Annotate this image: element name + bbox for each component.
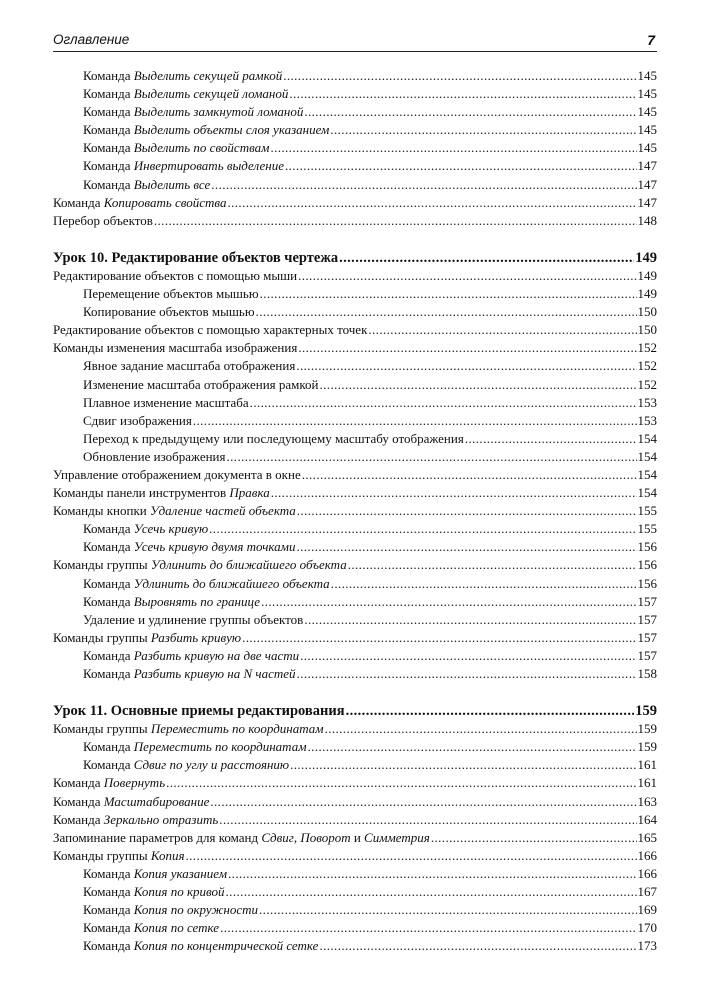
toc-entry[interactable]	[53, 285, 657, 303]
toc-entry-title: Команда Копия по окружности	[83, 902, 259, 918]
toc-entry-page: 157	[637, 647, 657, 663]
toc-entry[interactable]	[53, 394, 657, 412]
toc-entry-title: Команда Выделить объекты слоя указанием	[83, 122, 330, 138]
toc-entry[interactable]	[53, 67, 657, 85]
dot-leader	[289, 85, 636, 103]
toc-entry-title: Команда Выделить все	[83, 176, 211, 192]
toc-entry-page: 161	[637, 757, 657, 773]
dot-leader	[283, 67, 636, 85]
dot-leader	[298, 267, 636, 285]
toc-entry-page: 159	[637, 739, 657, 755]
toc-entry-title: Удаление и удлинение группы объектов	[83, 611, 304, 627]
toc-entry-title: Команды группы Разбить кривую	[53, 629, 242, 645]
dot-leader	[320, 376, 637, 394]
table-of-contents	[53, 67, 657, 955]
toc-entry-title: Команда Удлинить до ближайшего объекта	[83, 575, 330, 591]
toc-entry-page: 164	[637, 811, 657, 827]
toc-entry-page: 149	[637, 267, 657, 283]
toc-entry[interactable]	[53, 121, 657, 139]
toc-entry-title: Команда Выделить секущей рамкой	[83, 68, 283, 83]
dot-leader	[250, 394, 637, 412]
dot-leader	[331, 575, 637, 593]
dot-leader	[166, 774, 636, 792]
toc-entry[interactable]	[53, 376, 657, 394]
dot-leader	[465, 430, 637, 448]
toc-entry-page: 152	[637, 376, 657, 392]
header-page-number: 7	[647, 32, 655, 48]
toc-entry[interactable]	[53, 176, 657, 194]
toc-entry-title: Запоминание параметров для команд Сдвиг, Поворот и Симметрия	[53, 829, 430, 845]
toc-entry-title: Команда Зеркально отразить	[53, 811, 219, 827]
toc-entry-page: 154	[637, 485, 657, 501]
toc-entry-title: Урок 11. Основные приемы редактирования	[53, 703, 345, 720]
toc-entry-page: 153	[637, 412, 657, 428]
running-header	[53, 31, 657, 52]
toc-entry[interactable]	[53, 412, 657, 430]
toc-entry[interactable]	[53, 139, 657, 157]
toc-entry[interactable]	[53, 448, 657, 466]
toc-chapter-entry[interactable]	[53, 702, 657, 720]
dot-leader	[302, 466, 637, 484]
dot-leader	[193, 412, 637, 430]
toc-entry-page: 157	[637, 629, 657, 645]
toc-entry-page: 149	[635, 249, 657, 266]
toc-entry-page: 155	[637, 521, 657, 537]
toc-entry-page: 159	[635, 703, 657, 720]
toc-entry-title: Команда Выделить по свойствам	[83, 140, 270, 156]
toc-entry-page: 155	[637, 503, 657, 519]
toc-entry[interactable]	[53, 85, 657, 103]
toc-entry-title: Изменение масштаба отображения рамкой	[83, 376, 319, 392]
toc-entry-title: Перебор объектов	[53, 212, 153, 228]
toc-entry-page: 170	[637, 920, 657, 936]
dot-leader	[270, 139, 636, 157]
dot-leader	[211, 176, 636, 194]
toc-entry-page: 149	[637, 286, 657, 302]
toc-chapter-entry[interactable]	[53, 249, 657, 267]
dot-leader	[259, 901, 636, 919]
toc-entry-title: Команда Копия по кривой	[83, 884, 225, 900]
toc-entry-title: Команды группы Переместить по координатам	[53, 721, 324, 737]
toc-entry-page: 159	[637, 721, 657, 737]
toc-entry[interactable]	[53, 466, 657, 484]
toc-entry-page: 156	[637, 539, 657, 555]
toc-entry[interactable]	[53, 321, 657, 339]
toc-entry-page: 152	[637, 358, 657, 374]
toc-entry-title: Явное задание масштаба отображения	[83, 358, 296, 374]
toc-entry[interactable]	[53, 847, 657, 865]
toc-entry[interactable]	[53, 919, 657, 937]
toc-entry[interactable]	[53, 157, 657, 175]
dot-leader	[242, 629, 636, 647]
toc-entry-title: Перемещение объектов мышью	[83, 286, 259, 302]
dot-leader	[226, 883, 637, 901]
dot-leader	[228, 865, 636, 883]
toc-entry[interactable]	[53, 901, 657, 919]
toc-entry[interactable]	[53, 194, 657, 212]
toc-entry-page: 167	[637, 884, 657, 900]
toc-entry[interactable]	[53, 629, 657, 647]
toc-entry-title: Команда Усечь кривую	[83, 521, 209, 537]
dot-leader	[220, 919, 636, 937]
dot-leader	[319, 937, 636, 955]
toc-entry-title: Редактирование объектов с помощью характерных точек	[53, 322, 368, 338]
toc-entry-page: 163	[637, 793, 657, 809]
dot-leader	[296, 357, 636, 375]
toc-entry-page: 145	[637, 104, 657, 120]
toc-entry-title: Команда Усечь кривую двумя точками	[83, 539, 296, 555]
toc-entry-title: Команда Копия указанием	[83, 865, 228, 881]
toc-entry-page: 147	[637, 176, 657, 192]
dot-leader	[296, 538, 636, 556]
toc-entry-page: 156	[637, 557, 657, 573]
toc-entry[interactable]	[53, 865, 657, 883]
toc-entry[interactable]	[53, 756, 657, 774]
toc-entry[interactable]	[53, 774, 657, 792]
toc-entry-title: Команды кнопки Удаление частей объекта	[53, 503, 296, 519]
dot-leader	[290, 756, 636, 774]
toc-entry-page: 157	[637, 593, 657, 609]
toc-entry[interactable]	[53, 267, 657, 285]
toc-entry-title: Команды изменения масштаба изображения	[53, 340, 298, 356]
toc-entry-title: Редактирование объектов с помощью мыши	[53, 267, 298, 283]
toc-entry[interactable]	[53, 103, 657, 121]
toc-entry-page: 158	[637, 666, 657, 681]
toc-entry[interactable]	[53, 883, 657, 901]
toc-entry-page: 145	[637, 86, 657, 102]
dot-leader	[210, 793, 636, 811]
toc-entry-title: Команды группы Удлинить до ближайшего объекта	[53, 557, 347, 573]
dot-leader	[285, 157, 637, 175]
dot-leader	[346, 702, 635, 720]
toc-entry[interactable]	[53, 593, 657, 611]
toc-entry[interactable]	[53, 339, 657, 357]
toc-entry-page: 156	[637, 575, 657, 591]
toc-entry-title: Обновление изображения	[83, 448, 226, 464]
toc-entry[interactable]	[53, 811, 657, 829]
toc-entry-title: Команда Масштабирование	[53, 793, 210, 809]
dot-leader	[308, 738, 637, 756]
toc-entry-page: 150	[637, 322, 657, 338]
toc-entry-page: 157	[637, 611, 657, 627]
toc-entry-title: Команда Копия по сетке	[83, 920, 220, 936]
dot-leader	[256, 303, 637, 321]
chapter-spacer	[53, 230, 657, 249]
toc-entry-page: 148	[637, 212, 657, 228]
chapter-spacer	[53, 683, 657, 702]
toc-entry-title: Команда Копия по концентрической сетке	[83, 938, 319, 954]
dot-leader	[304, 103, 636, 121]
toc-entry-title: Команда Выделить секущей ломаной	[83, 86, 289, 102]
toc-entry-title: Копирование объектов мышью	[83, 304, 255, 320]
dot-leader	[339, 249, 634, 267]
toc-entry-title: Команда Разбить кривую на N частей	[83, 666, 296, 681]
toc-entry[interactable]	[53, 502, 657, 520]
toc-entry[interactable]	[53, 829, 657, 847]
toc-entry[interactable]	[53, 611, 657, 629]
toc-entry-page: 147	[637, 194, 657, 210]
toc-entry-title: Команда Переместить по координатам	[83, 739, 307, 755]
dot-leader	[348, 556, 637, 574]
dot-leader	[300, 647, 636, 665]
dot-leader	[219, 811, 636, 829]
toc-entry[interactable]	[53, 357, 657, 375]
toc-entry-title: Команда Выровнять по границе	[83, 593, 261, 609]
dot-leader	[330, 121, 636, 139]
toc-entry-page: 145	[637, 122, 657, 138]
toc-entry[interactable]	[53, 430, 657, 448]
toc-entry[interactable]	[53, 937, 657, 955]
toc-entry-page: 173	[637, 938, 657, 954]
toc-entry[interactable]	[53, 538, 657, 556]
toc-entry-title: Сдвиг изображения	[83, 412, 192, 428]
header-title: Оглавление	[53, 32, 130, 47]
toc-entry-title: Команда Разбить кривую на две части	[83, 647, 300, 663]
toc-entry-title: Управление отображением документа в окне	[53, 466, 301, 482]
toc-entry[interactable]	[53, 575, 657, 593]
dot-leader	[271, 484, 637, 502]
toc-entry-title: Переход к предыдущему или последующему масштабу отображения	[83, 430, 464, 446]
toc-entry-page: 145	[637, 68, 657, 83]
toc-entry-page: 145	[637, 140, 657, 156]
toc-entry-page: 153	[637, 394, 657, 410]
toc-entry-page: 152	[637, 340, 657, 356]
dot-leader	[304, 611, 636, 629]
dot-leader	[431, 829, 637, 847]
toc-entry-page: 147	[637, 158, 657, 174]
dot-leader	[209, 520, 636, 538]
toc-entry-page: 154	[637, 466, 657, 482]
dot-leader	[186, 847, 637, 865]
toc-entry[interactable]	[53, 793, 657, 811]
dot-leader	[368, 321, 636, 339]
toc-entry[interactable]	[53, 484, 657, 502]
dot-leader	[227, 448, 637, 466]
toc-entry-title: Команды группы Копия	[53, 847, 185, 863]
dot-leader	[261, 593, 636, 611]
toc-entry[interactable]	[53, 738, 657, 756]
dot-leader	[297, 665, 637, 683]
toc-entry[interactable]	[53, 303, 657, 321]
toc-entry-page: 150	[637, 304, 657, 320]
dot-leader	[154, 212, 637, 230]
dot-leader	[297, 502, 637, 520]
toc-entry-page: 166	[637, 847, 657, 863]
dot-leader	[260, 285, 637, 303]
toc-entry-page: 154	[637, 448, 657, 464]
toc-entry-page: 165	[637, 829, 657, 845]
toc-entry[interactable]	[53, 212, 657, 230]
toc-entry-title: Команда Сдвиг по углу и расстоянию	[83, 757, 290, 773]
toc-entry-page: 161	[637, 775, 657, 791]
toc-entry[interactable]	[53, 520, 657, 538]
dot-leader	[227, 194, 636, 212]
toc-entry-title: Урок 10. Редактирование объектов чертежа	[53, 249, 339, 266]
toc-entry-title: Команда Инвертировать выделение	[83, 158, 284, 174]
dot-leader	[325, 720, 637, 738]
toc-entry-title: Плавное изменение масштаба	[83, 394, 249, 410]
toc-entry[interactable]	[53, 647, 657, 665]
toc-entry-title: Команда Повернуть	[53, 775, 166, 791]
toc-entry-page: 166	[637, 865, 657, 881]
toc-entry-title: Команда Копировать свойства	[53, 194, 227, 210]
dot-leader	[298, 339, 636, 357]
toc-entry[interactable]	[53, 665, 657, 683]
toc-entry-title: Команда Выделить замкнутой ломаной	[83, 104, 304, 120]
toc-entry-page: 154	[637, 430, 657, 446]
toc-entry[interactable]	[53, 556, 657, 574]
toc-entry-page: 169	[637, 902, 657, 918]
toc-entry[interactable]	[53, 720, 657, 738]
toc-entry-title: Команды панели инструментов Правка	[53, 485, 270, 501]
